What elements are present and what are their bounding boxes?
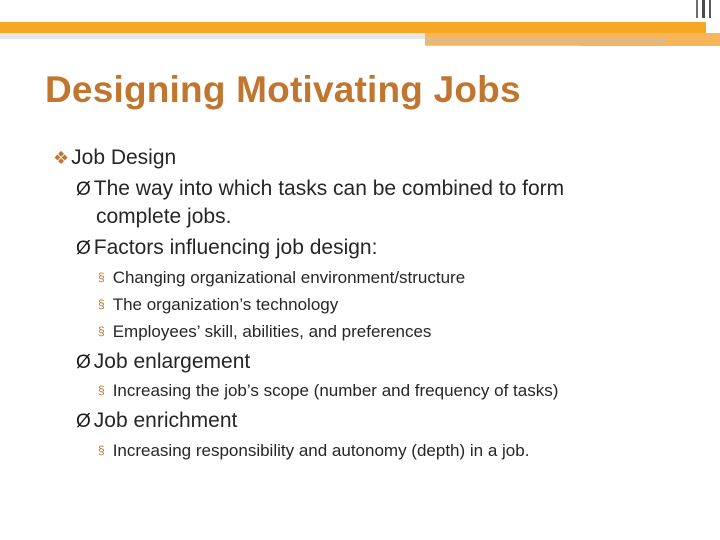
sub-bullet-item <box>98 295 338 315</box>
sub-bullet-item <box>98 322 431 342</box>
square-bullet-icon: § <box>98 297 105 311</box>
square-bullet-icon: § <box>98 324 105 338</box>
bullet-job-enrichment <box>76 409 237 433</box>
arrow-bullet-icon: Ø <box>76 411 91 432</box>
bullet-job-enlargement <box>76 350 250 374</box>
sub-bullet-text: Employees’ skill, abilities, and preferences <box>112 322 432 341</box>
diamond-bullet-icon: ❖ <box>53 148 70 168</box>
square-bullet-icon: § <box>98 383 105 397</box>
arrow-bullet-icon: Ø <box>76 238 91 259</box>
sub-bullet-text: Changing organizational environment/structure <box>112 268 466 287</box>
square-bullet-icon: § <box>98 443 105 457</box>
bullet-text: complete jobs. <box>96 205 232 228</box>
bullet-text: Job Design <box>71 146 177 169</box>
square-bullet-icon: § <box>98 270 105 284</box>
sub-bullet-text: Increasing responsibility and autonomy (depth) in a job. <box>112 441 530 460</box>
bullet-factors <box>76 236 377 260</box>
bullet-text: The way into which tasks can be combined to form <box>93 177 565 200</box>
bullet-job-design <box>53 146 176 170</box>
sub-bullet-text: The organization’s technology <box>112 295 339 314</box>
bullet-definition <box>76 177 564 201</box>
slide-title: Designing Motivating Jobs <box>45 69 521 110</box>
bullet-text: Job enlargement <box>93 350 251 373</box>
arrow-bullet-icon: Ø <box>76 352 91 373</box>
bullet-definition-continued <box>96 205 231 229</box>
arrow-bullet-icon: Ø <box>76 179 91 200</box>
bullet-text: Factors influencing job design: <box>93 236 378 259</box>
bullet-text: Job enrichment <box>93 409 238 432</box>
sub-bullet-text: Increasing the job’s scope (number and frequency of tasks) <box>112 381 559 400</box>
sub-bullet-item <box>98 268 465 288</box>
sub-bullet-item <box>98 441 529 461</box>
sub-bullet-item <box>98 381 558 401</box>
